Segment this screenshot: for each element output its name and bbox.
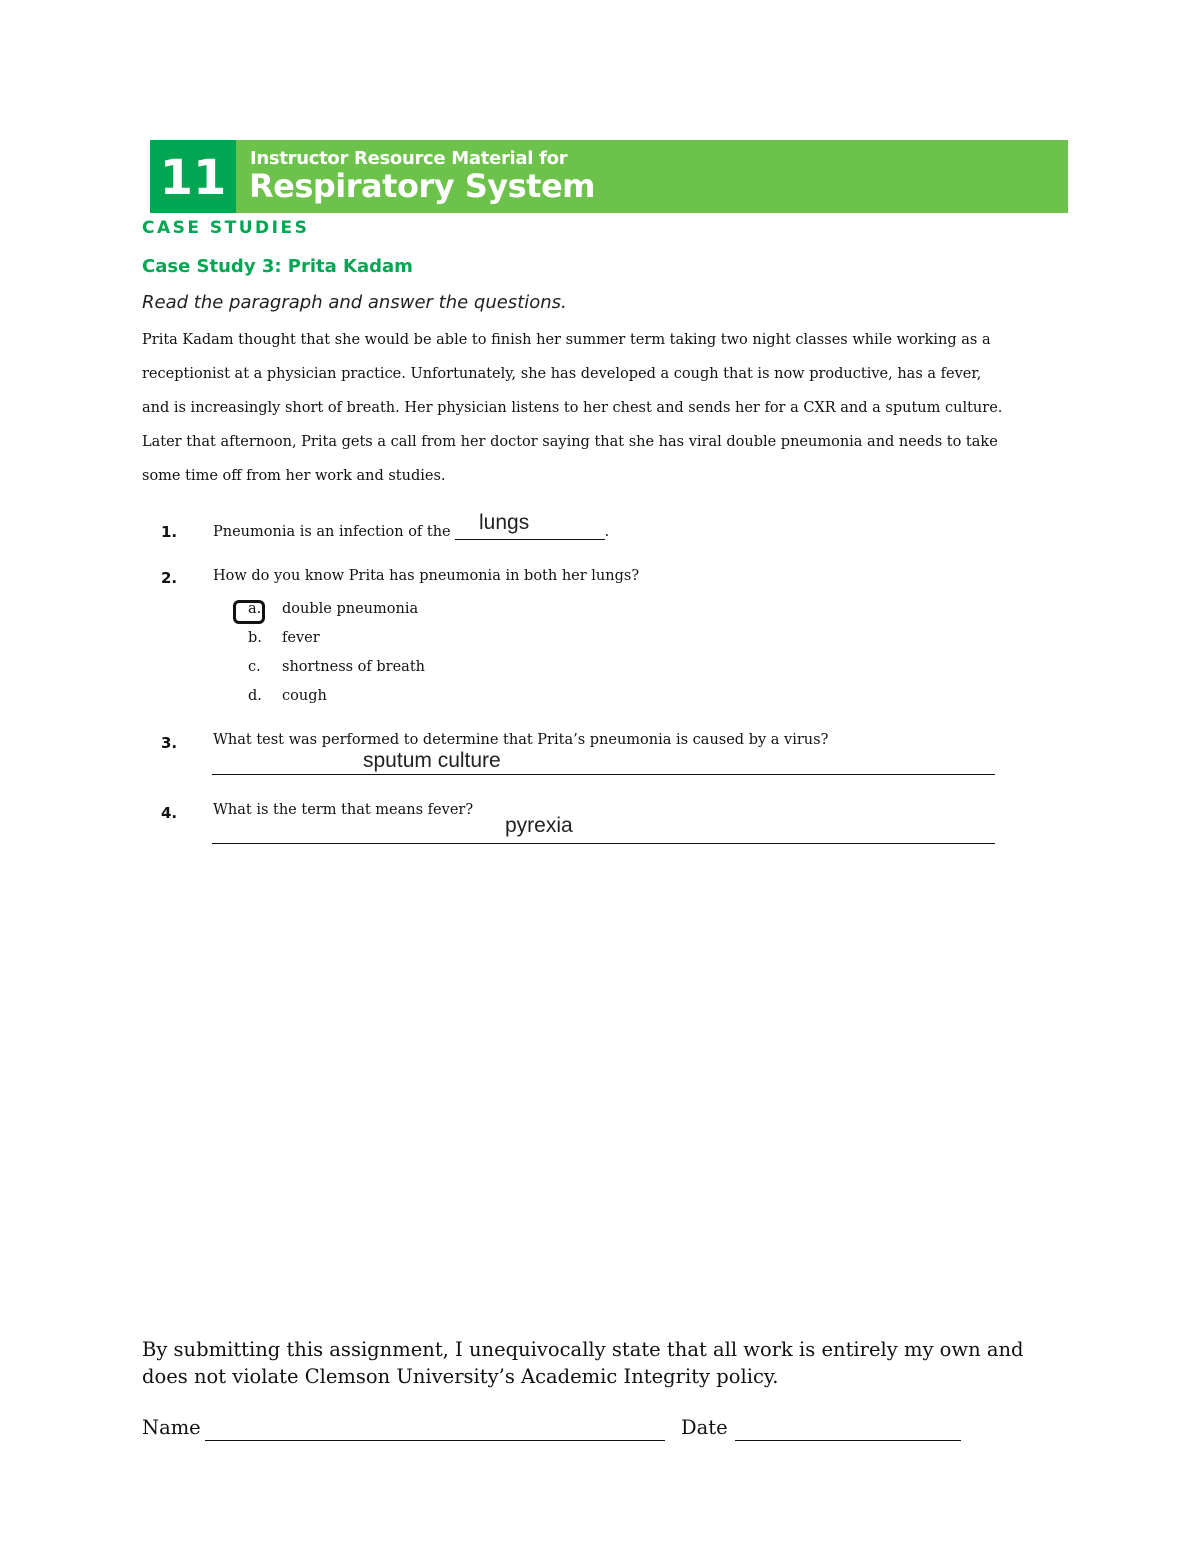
option-a-letter[interactable]: a.	[248, 601, 262, 617]
question-1-number: 1.	[161, 523, 178, 541]
question-1-prompt: Pneumonia is an infection of the	[213, 524, 451, 540]
question-2-number: 2.	[161, 569, 178, 587]
option-b-text[interactable]: fever	[282, 630, 320, 646]
chapter-number: 11	[150, 140, 236, 213]
paragraph-line: Later that afternoon, Prita gets a call from her doctor saying that she has viral double pneumonia and needs to take	[142, 434, 998, 450]
case-title: Case Study 3: Prita Kadam	[142, 256, 413, 277]
question-1-suffix: .	[604, 524, 610, 540]
case-paragraph	[142, 328, 1062, 498]
question-3-text: What test was performed to determine that Prita’s pneumonia is caused by a virus?	[213, 732, 829, 748]
paragraph-line: some time off from her work and studies.	[142, 468, 446, 484]
question-4-answer[interactable]: pyrexia	[505, 814, 573, 837]
name-label: Name	[142, 1416, 201, 1439]
question-3-number: 3.	[161, 734, 178, 752]
option-a-text[interactable]: double pneumonia	[282, 601, 419, 617]
date-label: Date	[681, 1416, 728, 1439]
question-4-number: 4.	[161, 804, 178, 822]
question-1-blank[interactable]	[455, 521, 605, 540]
question-3-answer-line	[212, 774, 995, 775]
section-label: CASE STUDIES	[142, 218, 310, 238]
instructions: Read the paragraph and answer the questions.	[142, 292, 567, 313]
chapter-banner	[150, 140, 1068, 213]
question-3-answer[interactable]: sputum culture	[363, 749, 501, 772]
question-4-text: What is the term that means fever?	[213, 802, 474, 818]
name-field[interactable]	[205, 1440, 665, 1441]
banner-title: Respiratory System	[249, 167, 595, 205]
paragraph-line: receptionist at a physician practice. Unfortunately, she has developed a cough that is now productive, has a fever,	[142, 366, 982, 382]
question-1-text	[213, 521, 609, 540]
option-b-letter[interactable]: b.	[248, 630, 262, 646]
option-c-letter[interactable]: c.	[248, 659, 261, 675]
option-d-text[interactable]: cough	[282, 688, 327, 704]
question-2-text: How do you know Prita has pneumonia in both her lungs?	[213, 568, 640, 584]
integrity-statement: By submitting this assignment, I unequivocally state that all work is entirely my own and does not violate Clemson University’s Academic Integrity policy.	[142, 1338, 1024, 1388]
banner-subtitle: Instructor Resource Material for	[250, 148, 568, 169]
option-c-text[interactable]: shortness of breath	[282, 659, 425, 675]
paragraph-line: Prita Kadam thought that she would be able to finish her summer term taking two night classes while working as a	[142, 332, 991, 348]
option-d-letter[interactable]: d.	[248, 688, 262, 704]
question-4-answer-line	[212, 843, 995, 844]
question-1-answer[interactable]: lungs	[479, 511, 530, 534]
paragraph-line: and is increasingly short of breath. Her physician listens to her chest and sends her for a CXR and a sputum culture.	[142, 400, 1003, 416]
date-field[interactable]	[735, 1440, 961, 1441]
